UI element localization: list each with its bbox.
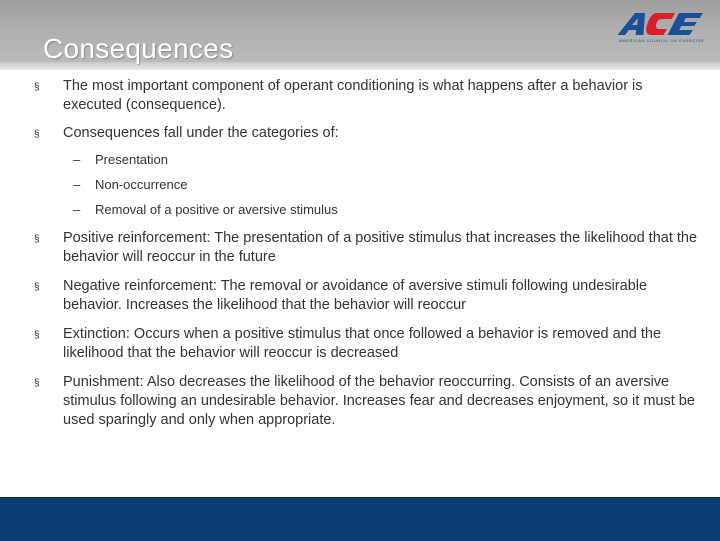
bullet-marker: § (34, 129, 40, 140)
bullet-text: Punishment: Also decreases the likelihood of the behavior reoccurring. Consists of an aversive stimulus following an undesirable behavior. Increases fear and decreases enjoyment, so it must be used sparingly and only when appropriate. (63, 374, 695, 428)
bullet-marker: § (34, 282, 40, 293)
ace-tagline: AMERICAN COUNCIL ON EXERCISE (619, 38, 705, 43)
bullet-text: Extinction: Occurs when a positive stimulus that once followed a behavior is removed and the likelihood that the behavior will reoccur is decreased (63, 326, 662, 361)
sub-bullet-marker: – (73, 202, 81, 217)
bullet-marker: § (34, 82, 40, 93)
bullet-text: Positive reinforcement: The presentation of a positive stimulus that increases the likelihood that the behavior will reoccur in the future (63, 230, 698, 265)
bullet-marker: § (34, 234, 40, 245)
slide-title: Consequences (43, 33, 234, 64)
bullet-marker: § (34, 330, 40, 341)
sub-bullet-marker: – (73, 152, 81, 167)
footer-bar (0, 497, 720, 541)
bullet-text: The most important component of operant conditioning is what happens after a behavior is executed (consequence). (63, 78, 643, 113)
bullet-text: Consequences fall under the categories of: (63, 125, 339, 141)
sub-bullet-marker: – (73, 177, 81, 192)
bullet-text: Negative reinforcement: The removal or avoidance of aversive stimuli following undesirable behavior. Increases the likelihood that the behavior will reoccur (63, 278, 648, 313)
sub-bullet-text: Non-occurrence (95, 177, 188, 192)
bullet-marker: § (34, 378, 40, 389)
sub-bullet-text: Presentation (95, 152, 168, 167)
sub-bullet-text: Removal of a positive or aversive stimulus (95, 202, 338, 217)
